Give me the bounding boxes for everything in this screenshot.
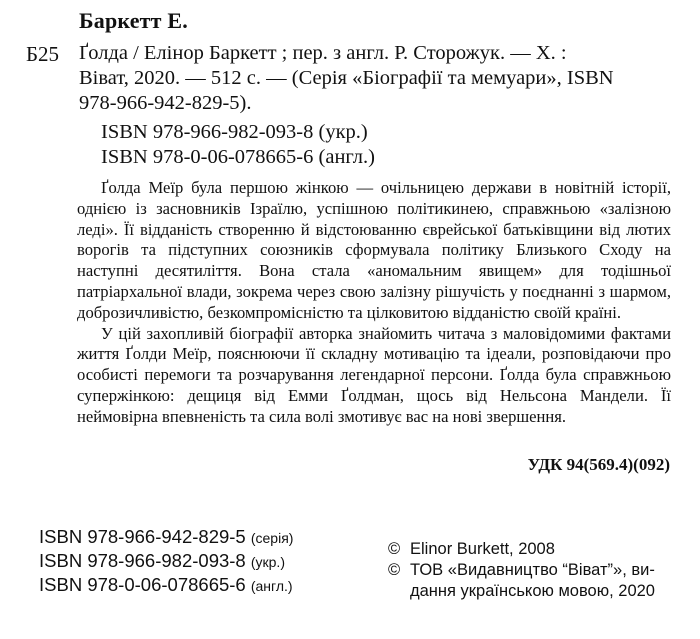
isbn-series-number: ISBN 978-966-942-829-5 [39,526,246,547]
copyright-icon: © [388,540,401,558]
copyright-author [388,540,555,559]
copyright-icon: © [388,561,401,579]
copyright-publisher-text: ТОВ «Видавництво “Віват”», ви- [410,561,655,579]
copyright-author-text: Elinor Burkett, 2008 [410,540,555,558]
bibliographic-line-1: Ґолда / Елінор Баркетт ; пер. з англ. Р. Сторожук. — Х. : [79,42,567,64]
isbn-ukr [39,550,285,572]
annotation-paragraph-2: У цій захопливій біографії авторка знайомить читача з маловідомими фактами життя Ґолди Меїр, пояснюючи її складну мотивацію та ідеали, розповідаючи про особисті перемоги та розчарування легендарної персони. Ґолда була справжньою супержінкою: дещиця від Емми Ґолдман, щось від Нельсона Мандели. Її неймовірна впевненість та сила волі змотивує вас на нові звершення. [77,323,671,426]
copyright-publisher [388,561,655,580]
isbn-ukr-top: ISBN 978-966-982-093-8 (укр.) [101,121,368,143]
isbn-series-note: (серія) [250,530,294,546]
annotation [77,178,671,428]
bibliographic-line-3: 978-966-942-829-5). [79,92,252,114]
isbn-eng-top: ISBN 978-0-06-078665-6 (англ.) [101,146,375,168]
bibliographic-line-2: Віват, 2020. — 512 с. — (Серія «Біографії та мемуари», ISBN [79,67,614,89]
annotation-paragraph-1: Ґолда Меїр була першою жінкою — очільницею держави в новітній історії, однією із засновників Ізраїлю, успішною політикинею, справжньою «залізною леді». Її відданість створенню й відстоюванню єврейської батьківщини від лютих ворогів та підступних союзників сформувала політику Близького Сходу на наступні десятиліття. Вона стала «аномальним явищем» для тодішньої патріархальної влади, зокрема через свою залізну рішучість у поєднанні з шармом, доброзичливістю, безкомпромісністю та цілковитою відданістю своїй країні. [77,178,671,322]
isbn-ukr-note: (укр.) [250,554,285,570]
isbn-eng [39,574,293,596]
isbn-series [39,526,293,548]
library-code: Б25 [26,42,60,66]
isbn-eng-number: ISBN 978-0-06-078665-6 [39,574,246,595]
isbn-eng-note: (англ.) [250,578,293,594]
udk-code: УДК 94(569.4)(092) [527,455,670,474]
copyright-publisher-continued: дання українською мовою, 2020 [410,582,655,600]
author-heading: Баркетт Е. [79,8,188,33]
isbn-ukr-number: ISBN 978-966-982-093-8 [39,550,246,571]
